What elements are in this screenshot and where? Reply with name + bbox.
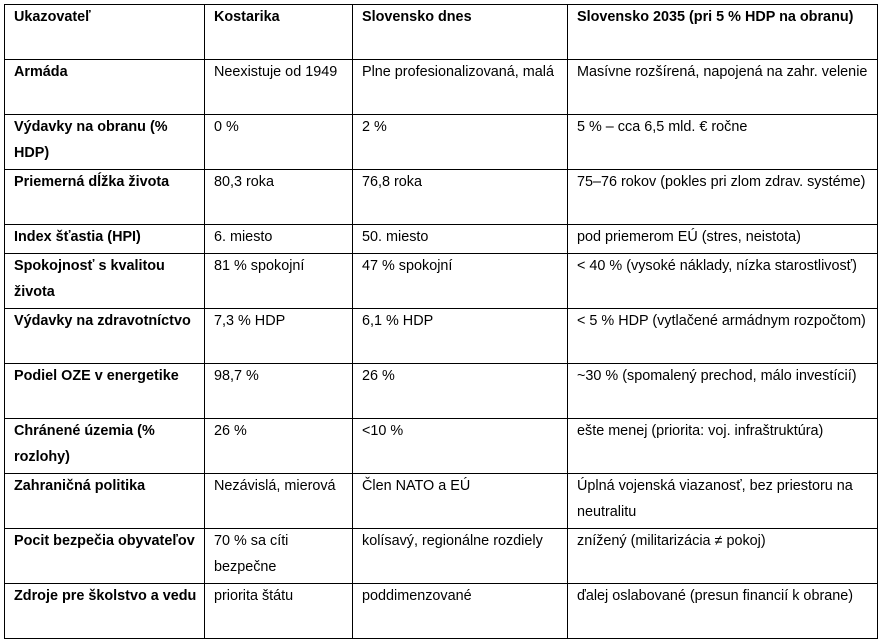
cell-slovakia-2035: znížený (militarizácia ≠ pokoj)	[568, 529, 878, 584]
table-row	[5, 584, 878, 639]
row-label: Zahraničná politika	[5, 474, 205, 529]
cell-slovakia-today: 47 % spokojní	[353, 254, 568, 309]
cell-slovakia-today: 6,1 % HDP	[353, 309, 568, 364]
cell-slovakia-2035: Masívne rozšírená, napojená na zahr. velenie	[568, 60, 878, 115]
cell-slovakia-2035: 5 % – cca 6,5 mld. € ročne	[568, 115, 878, 170]
cell-slovakia-2035: ďalej oslabované (presun financií k obrane)	[568, 584, 878, 639]
cell-costa-rica: priorita štátu	[205, 584, 353, 639]
table-row	[5, 115, 878, 170]
table-row	[5, 364, 878, 419]
cell-slovakia-2035: ešte menej (priorita: voj. infraštruktúra)	[568, 419, 878, 474]
cell-slovakia-2035: pod priemerom EÚ (stres, neistota)	[568, 225, 878, 254]
cell-costa-rica: Nezávislá, mierová	[205, 474, 353, 529]
row-label: Výdavky na obranu (% HDP)	[5, 115, 205, 170]
header-slovakia-today: Slovensko dnes	[353, 5, 568, 60]
cell-costa-rica: 6. miesto	[205, 225, 353, 254]
table-row	[5, 254, 878, 309]
comparison-table	[4, 4, 878, 639]
cell-slovakia-today: 2 %	[353, 115, 568, 170]
cell-slovakia-today: Plne profesionalizovaná, malá	[353, 60, 568, 115]
cell-slovakia-today: 76,8 roka	[353, 170, 568, 225]
header-costa-rica: Kostarika	[205, 5, 353, 60]
cell-slovakia-today: 50. miesto	[353, 225, 568, 254]
header-indicator: Ukazovateľ	[5, 5, 205, 60]
cell-slovakia-2035: < 40 % (vysoké náklady, nízka starostlivosť)	[568, 254, 878, 309]
table-row	[5, 474, 878, 529]
table-row	[5, 419, 878, 474]
cell-slovakia-today: 26 %	[353, 364, 568, 419]
cell-slovakia-today: kolísavý, regionálne rozdiely	[353, 529, 568, 584]
cell-costa-rica: 26 %	[205, 419, 353, 474]
cell-slovakia-today: poddimenzované	[353, 584, 568, 639]
cell-slovakia-2035: ~30 % (spomalený prechod, málo investícií)	[568, 364, 878, 419]
cell-costa-rica: 81 % spokojní	[205, 254, 353, 309]
header-slovakia-2035: Slovensko 2035 (pri 5 % HDP na obranu)	[568, 5, 878, 60]
table-row	[5, 529, 878, 584]
cell-costa-rica: 7,3 % HDP	[205, 309, 353, 364]
row-label: Chránené územia (% rozlohy)	[5, 419, 205, 474]
cell-slovakia-2035: < 5 % HDP (vytlačené armádnym rozpočtom)	[568, 309, 878, 364]
row-label: Pocit bezpečia obyvateľov	[5, 529, 205, 584]
row-label: Armáda	[5, 60, 205, 115]
table-row	[5, 60, 878, 115]
cell-slovakia-today: <10 %	[353, 419, 568, 474]
row-label: Spokojnosť s kvalitou života	[5, 254, 205, 309]
table-header-row	[5, 5, 878, 60]
cell-costa-rica: 80,3 roka	[205, 170, 353, 225]
row-label: Podiel OZE v energetike	[5, 364, 205, 419]
row-label: Index šťastia (HPI)	[5, 225, 205, 254]
cell-costa-rica: Neexistuje od 1949	[205, 60, 353, 115]
cell-slovakia-today: Člen NATO a EÚ	[353, 474, 568, 529]
row-label: Zdroje pre školstvo a vedu	[5, 584, 205, 639]
cell-costa-rica: 70 % sa cíti bezpečne	[205, 529, 353, 584]
cell-slovakia-2035: 75–76 rokov (pokles pri zlom zdrav. systéme)	[568, 170, 878, 225]
table-row	[5, 225, 878, 254]
cell-costa-rica: 98,7 %	[205, 364, 353, 419]
row-label: Výdavky na zdravotníctvo	[5, 309, 205, 364]
table-row	[5, 309, 878, 364]
row-label: Priemerná dĺžka života	[5, 170, 205, 225]
table-row	[5, 170, 878, 225]
cell-slovakia-2035: Úplná vojenská viazanosť, bez priestoru na neutralitu	[568, 474, 878, 529]
cell-costa-rica: 0 %	[205, 115, 353, 170]
